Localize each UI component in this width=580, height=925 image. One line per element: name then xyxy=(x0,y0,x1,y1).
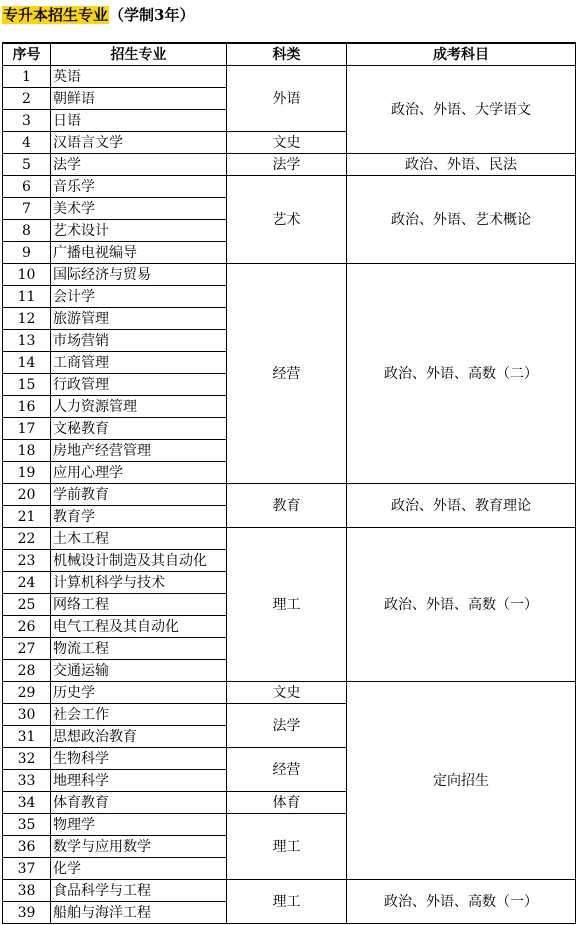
exam-subjects-cell: 政治、外语、大学语文 xyxy=(347,66,576,154)
row-index: 2 xyxy=(3,88,51,110)
header-category: 科类 xyxy=(227,43,347,66)
row-index: 35 xyxy=(3,814,51,836)
row-index: 21 xyxy=(3,506,51,528)
table-row xyxy=(3,154,576,176)
major-name: 行政管理 xyxy=(51,374,227,396)
category-cell: 理工 xyxy=(227,814,347,880)
row-index: 8 xyxy=(3,220,51,242)
row-index: 39 xyxy=(3,902,51,924)
row-index: 29 xyxy=(3,682,51,704)
category-cell: 理工 xyxy=(227,528,347,682)
row-index: 34 xyxy=(3,792,51,814)
row-index: 25 xyxy=(3,594,51,616)
row-index: 36 xyxy=(3,836,51,858)
table-row xyxy=(3,682,576,704)
heading-highlight: 专升本招生专业 xyxy=(3,6,109,24)
major-name: 生物科学 xyxy=(51,748,227,770)
page-heading xyxy=(2,4,194,26)
major-name: 美术学 xyxy=(51,198,227,220)
row-index: 23 xyxy=(3,550,51,572)
row-index: 28 xyxy=(3,660,51,682)
major-name: 英语 xyxy=(51,66,227,88)
exam-subjects-cell: 政治、外语、高数（一） xyxy=(347,528,576,682)
category-cell: 外语 xyxy=(227,66,347,132)
category-cell: 文史 xyxy=(227,682,347,704)
row-index: 27 xyxy=(3,638,51,660)
major-name: 地理科学 xyxy=(51,770,227,792)
table-body xyxy=(3,66,576,924)
major-name: 国际经济与贸易 xyxy=(51,264,227,286)
major-name: 机械设计制造及其自动化 xyxy=(51,550,227,572)
table-row xyxy=(3,880,576,902)
row-index: 30 xyxy=(3,704,51,726)
category-cell: 法学 xyxy=(227,154,347,176)
heading-suffix: （学制3年） xyxy=(109,6,195,24)
exam-subjects-cell: 政治、外语、高数（一） xyxy=(347,880,576,924)
row-index: 16 xyxy=(3,396,51,418)
category-cell: 经营 xyxy=(227,264,347,484)
category-cell: 法学 xyxy=(227,704,347,748)
major-name: 房地产经营管理 xyxy=(51,440,227,462)
major-name: 音乐学 xyxy=(51,176,227,198)
category-cell: 教育 xyxy=(227,484,347,528)
major-name: 社会工作 xyxy=(51,704,227,726)
exam-subjects-cell: 政治、外语、教育理论 xyxy=(347,484,576,528)
major-name: 电气工程及其自动化 xyxy=(51,616,227,638)
major-name: 法学 xyxy=(51,154,227,176)
header-index: 序号 xyxy=(3,43,51,66)
category-cell: 理工 xyxy=(227,880,347,924)
majors-table xyxy=(2,42,576,924)
category-cell: 艺术 xyxy=(227,176,347,264)
row-index: 14 xyxy=(3,352,51,374)
table-row xyxy=(3,66,576,88)
table-row xyxy=(3,484,576,506)
row-index: 1 xyxy=(3,66,51,88)
major-name: 食品科学与工程 xyxy=(51,880,227,902)
category-cell: 体育 xyxy=(227,792,347,814)
major-name: 教育学 xyxy=(51,506,227,528)
row-index: 13 xyxy=(3,330,51,352)
row-index: 10 xyxy=(3,264,51,286)
row-index: 26 xyxy=(3,616,51,638)
row-index: 7 xyxy=(3,198,51,220)
major-name: 化学 xyxy=(51,858,227,880)
row-index: 4 xyxy=(3,132,51,154)
major-name: 日语 xyxy=(51,110,227,132)
major-name: 工商管理 xyxy=(51,352,227,374)
major-name: 历史学 xyxy=(51,682,227,704)
major-name: 市场营销 xyxy=(51,330,227,352)
major-name: 广播电视编导 xyxy=(51,242,227,264)
major-name: 朝鲜语 xyxy=(51,88,227,110)
row-index: 38 xyxy=(3,880,51,902)
major-name: 艺术设计 xyxy=(51,220,227,242)
header-row xyxy=(3,43,576,66)
major-name: 旅游管理 xyxy=(51,308,227,330)
major-name: 数学与应用数学 xyxy=(51,836,227,858)
row-index: 33 xyxy=(3,770,51,792)
row-index: 32 xyxy=(3,748,51,770)
row-index: 19 xyxy=(3,462,51,484)
major-name: 土木工程 xyxy=(51,528,227,550)
table-row xyxy=(3,176,576,198)
major-name: 汉语言文学 xyxy=(51,132,227,154)
exam-subjects-cell: 政治、外语、高数（二） xyxy=(347,264,576,484)
row-index: 9 xyxy=(3,242,51,264)
table-row xyxy=(3,264,576,286)
major-name: 思想政治教育 xyxy=(51,726,227,748)
major-name: 计算机科学与技术 xyxy=(51,572,227,594)
exam-subjects-cell: 政治、外语、艺术概论 xyxy=(347,176,576,264)
major-name: 交通运输 xyxy=(51,660,227,682)
major-name: 人力资源管理 xyxy=(51,396,227,418)
exam-subjects-cell: 定向招生 xyxy=(347,682,576,880)
header-major: 招生专业 xyxy=(51,43,227,66)
major-name: 应用心理学 xyxy=(51,462,227,484)
major-name: 物理学 xyxy=(51,814,227,836)
row-index: 22 xyxy=(3,528,51,550)
major-name: 物流工程 xyxy=(51,638,227,660)
row-index: 37 xyxy=(3,858,51,880)
category-cell: 文史 xyxy=(227,132,347,154)
row-index: 31 xyxy=(3,726,51,748)
row-index: 12 xyxy=(3,308,51,330)
row-index: 5 xyxy=(3,154,51,176)
exam-subjects-cell: 政治、外语、民法 xyxy=(347,154,576,176)
row-index: 24 xyxy=(3,572,51,594)
major-name: 船舶与海洋工程 xyxy=(51,902,227,924)
header-subjects: 成考科目 xyxy=(347,43,576,66)
row-index: 20 xyxy=(3,484,51,506)
major-name: 学前教育 xyxy=(51,484,227,506)
major-name: 网络工程 xyxy=(51,594,227,616)
row-index: 18 xyxy=(3,440,51,462)
table-row xyxy=(3,528,576,550)
category-cell: 经营 xyxy=(227,748,347,792)
major-name: 体育教育 xyxy=(51,792,227,814)
row-index: 3 xyxy=(3,110,51,132)
major-name: 会计学 xyxy=(51,286,227,308)
row-index: 6 xyxy=(3,176,51,198)
major-name: 文秘教育 xyxy=(51,418,227,440)
row-index: 17 xyxy=(3,418,51,440)
row-index: 15 xyxy=(3,374,51,396)
row-index: 11 xyxy=(3,286,51,308)
